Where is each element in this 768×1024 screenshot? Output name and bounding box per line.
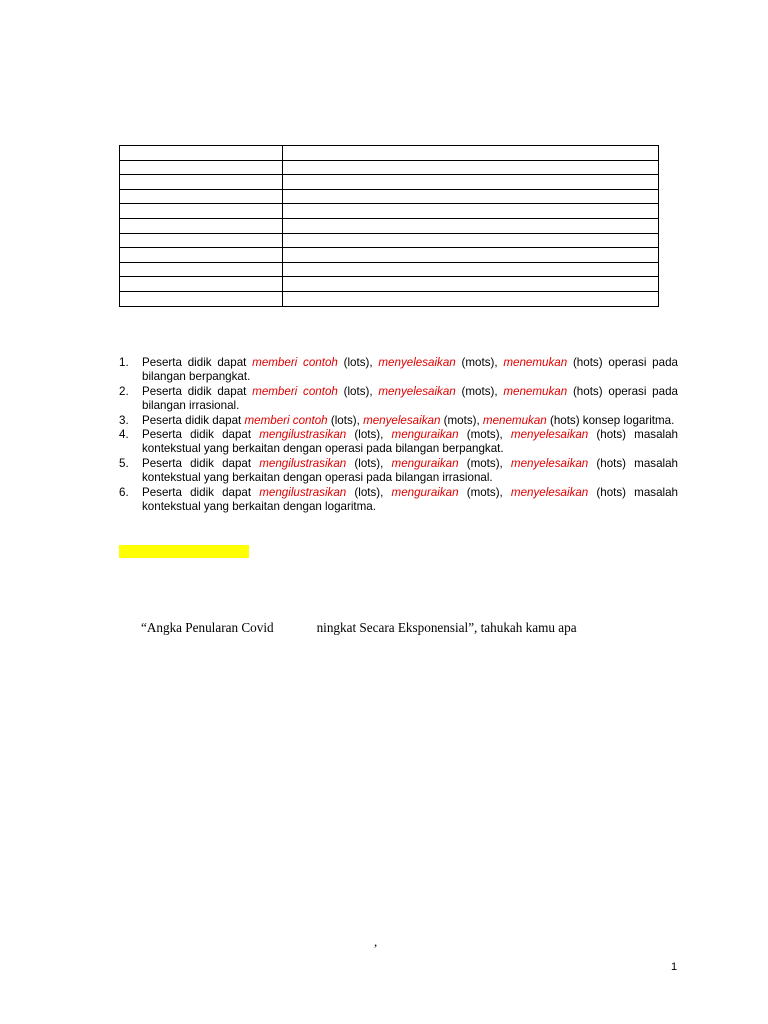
- table-cell-value: [283, 189, 659, 204]
- objective-verb: menyelesaikan: [378, 384, 456, 398]
- table-cell-value: [283, 218, 659, 233]
- table-row: [120, 291, 659, 306]
- objective-text-part: Peserta didik dapat: [142, 356, 253, 369]
- objective-text-part: (mots),: [455, 384, 504, 398]
- table-row: [120, 262, 659, 277]
- objective-text-part: (hots) masalah kontekstual yang berkaitan dengan operasi pada bilangan irrasional.: [142, 456, 679, 485]
- objective-verb: menyelesaikan: [378, 356, 456, 369]
- table-row: [120, 277, 659, 292]
- objective-verb: memberi contoh: [252, 356, 338, 369]
- quote-line: [141, 620, 577, 636]
- objective-text-part: Peserta didik dapat: [142, 413, 245, 427]
- objective-item: [119, 356, 678, 385]
- objective-text: [142, 414, 678, 428]
- objective-verb: menyelesaikan: [510, 428, 589, 442]
- table-row: [120, 233, 659, 248]
- objective-text-part: Peserta didik dapat: [142, 384, 253, 398]
- quote-part-1: “Angka Penularan Covid: [141, 620, 274, 635]
- objective-text-part: (mots),: [458, 485, 511, 499]
- info-table-body: [120, 146, 659, 307]
- objective-text-part: (lots),: [337, 384, 379, 398]
- table-row: [120, 146, 659, 161]
- objective-text-part: (lots),: [327, 413, 364, 427]
- table-cell-label: [120, 146, 283, 161]
- objective-number: 4.: [119, 428, 129, 442]
- table-row: [120, 189, 659, 204]
- learning-objectives-list: [119, 356, 678, 514]
- table-cell-label: [120, 160, 283, 175]
- objective-text: [142, 385, 678, 414]
- objective-item: [119, 385, 678, 414]
- objective-text-part: (mots),: [455, 356, 504, 369]
- objective-verb: menguraikan: [391, 456, 459, 470]
- info-table: [119, 145, 659, 307]
- table-cell-value: [283, 175, 659, 190]
- table-row: [120, 218, 659, 233]
- table-cell-label: [120, 277, 283, 292]
- table-cell-value: [283, 160, 659, 175]
- quote-part-2: ningkat Secara Eksponensial”, tahukah kamu apa: [316, 620, 577, 635]
- table-cell-label: [120, 204, 283, 219]
- objective-verb: menguraikan: [391, 485, 459, 499]
- objective-verb: menyelesaikan: [510, 456, 589, 470]
- objective-text-part: (hots) operasi pada bilangan berpangkat.: [142, 356, 678, 384]
- objective-text-part: Peserta didik dapat: [142, 456, 260, 470]
- table-cell-label: [120, 248, 283, 263]
- objective-verb: memberi contoh: [244, 413, 328, 427]
- objective-verb: memberi contoh: [252, 384, 338, 398]
- objective-text: [142, 428, 678, 457]
- table-cell-label: [120, 175, 283, 190]
- table-cell-label: [120, 262, 283, 277]
- objective-text: [142, 356, 678, 385]
- objective-verb: menemukan: [503, 356, 568, 369]
- objective-text-part: (hots) operasi pada bilangan irrasional.: [142, 384, 678, 413]
- table-cell-value: [283, 291, 659, 306]
- objective-number: 3.: [119, 413, 129, 427]
- objective-text: [142, 457, 678, 486]
- comma-mark: ,: [374, 934, 378, 949]
- table-row: [120, 175, 659, 190]
- objective-text-part: (mots),: [458, 456, 511, 470]
- objective-text-part: (lots),: [346, 485, 392, 499]
- objective-number: 6.: [119, 485, 129, 499]
- table-cell-value: [283, 262, 659, 277]
- objective-verb: menyelesaikan: [510, 485, 589, 499]
- objective-number: 5.: [119, 456, 129, 470]
- table-cell-value: [283, 204, 659, 219]
- table-cell-value: [283, 146, 659, 161]
- objective-number: 1.: [119, 356, 129, 369]
- objective-verb: menemukan: [482, 413, 547, 427]
- objective-item: [119, 486, 678, 515]
- objective-text-part: (mots),: [440, 413, 483, 427]
- table-cell-label: [120, 291, 283, 306]
- objective-text-part: (lots),: [337, 356, 379, 369]
- objective-verb: mengilustrasikan: [259, 485, 347, 499]
- page-number: 1: [671, 961, 678, 973]
- table-row: [120, 160, 659, 175]
- table-cell-value: [283, 248, 659, 263]
- objective-text-part: (mots),: [458, 428, 511, 442]
- objective-verb: menemukan: [503, 384, 568, 398]
- objective-text-part: (hots) masalah kontekstual yang berkaitan dengan logaritma.: [142, 485, 679, 514]
- objective-text-part: (hots) konsep logaritma.: [546, 413, 675, 427]
- objective-text: [142, 486, 678, 515]
- table-cell-value: [283, 277, 659, 292]
- objective-verb: mengilustrasikan: [259, 456, 347, 470]
- objective-text-part: (lots),: [346, 456, 392, 470]
- objective-number: 2.: [119, 384, 129, 398]
- table-row: [120, 248, 659, 263]
- table-row: [120, 204, 659, 219]
- objective-verb: mengilustrasikan: [259, 428, 347, 442]
- table-cell-label: [120, 189, 283, 204]
- table-cell-value: [283, 233, 659, 248]
- objective-item: [119, 457, 678, 486]
- objective-text-part: Peserta didik dapat: [142, 485, 260, 499]
- objective-text-part: (hots) masalah kontekstual yang berkaitan dengan operasi pada bilangan berpangkat.: [142, 428, 679, 456]
- highlight-bar: [119, 545, 249, 558]
- objective-item: [119, 414, 678, 428]
- table-cell-label: [120, 233, 283, 248]
- objective-verb: menguraikan: [391, 428, 459, 442]
- table-cell-label: [120, 218, 283, 233]
- objective-text-part: Peserta didik dapat: [142, 428, 260, 442]
- objective-verb: menyelesaikan: [363, 413, 441, 427]
- objective-text-part: (lots),: [346, 428, 392, 442]
- objective-item: [119, 428, 678, 457]
